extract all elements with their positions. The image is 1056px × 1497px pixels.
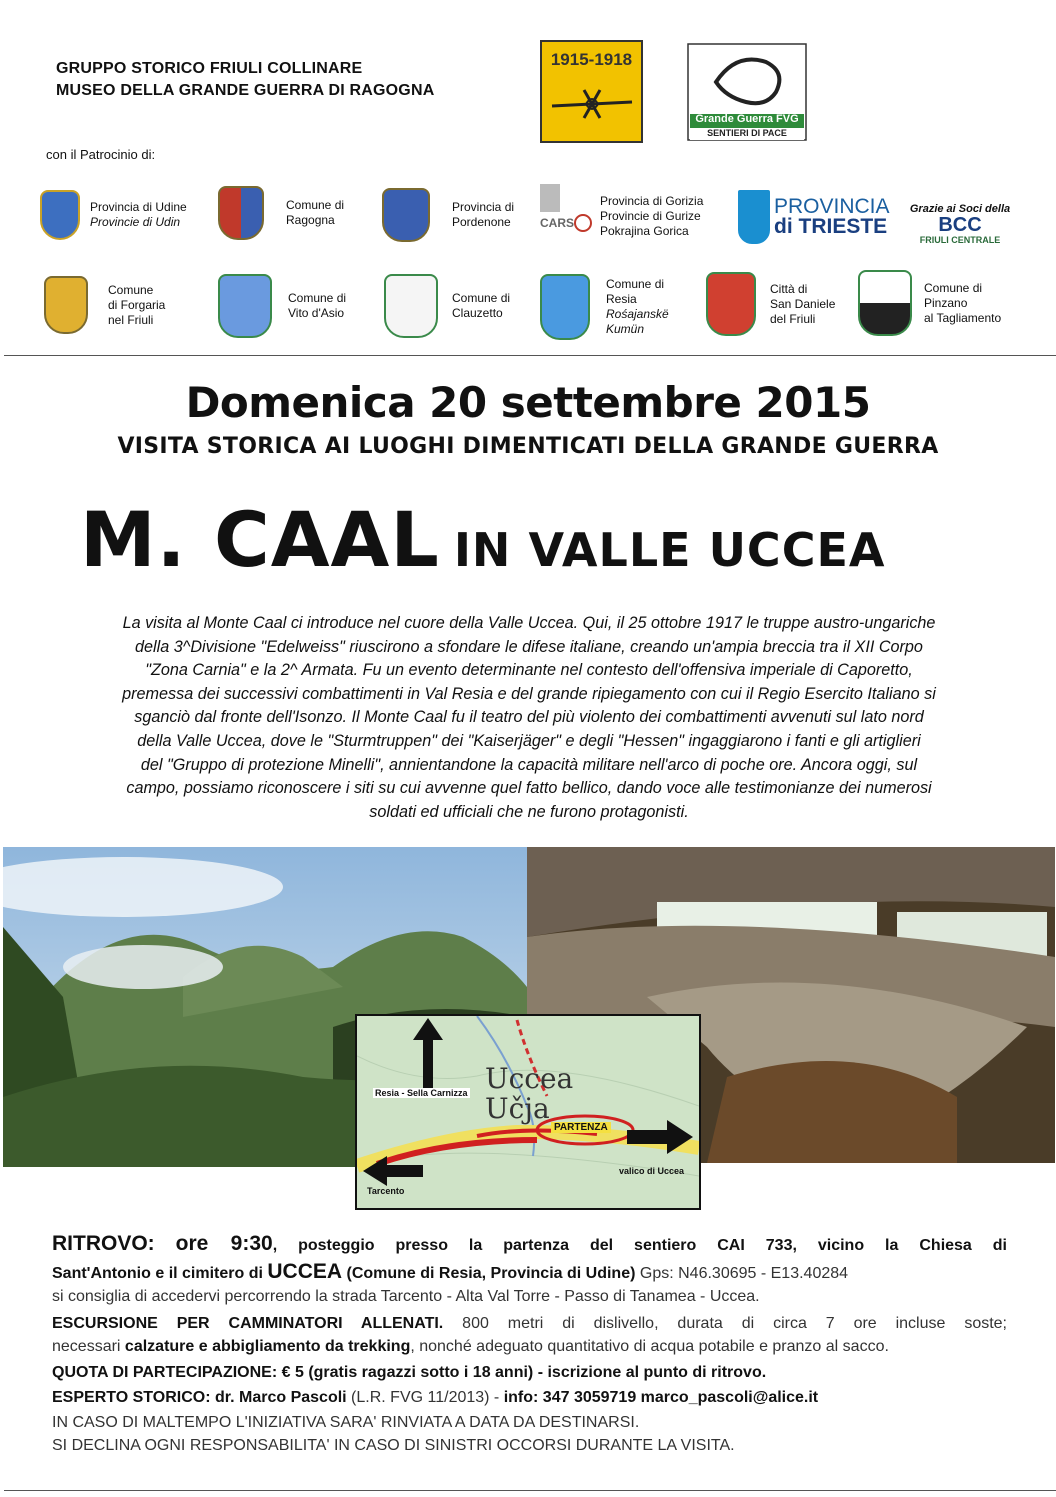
gorizia-cars-logo-icon: CARS — [540, 184, 590, 248]
ritrovo-text: (Comune di Resia, Provincia di Udine) — [342, 1265, 636, 1282]
ritrovo-place: UCCEA — [267, 1260, 343, 1283]
sponsor-label: Provincie di Gurize — [600, 208, 701, 223]
sponsor-label: Comune di — [286, 198, 345, 212]
event-date: Domenica 20 settembre 2015 — [185, 378, 871, 427]
sponsor-label: Provincia di Gorizia — [600, 193, 704, 208]
sponsor-label: Provincia di Udine — [90, 200, 187, 214]
sponsor-label: Provincia di — [452, 200, 515, 214]
trieste-crest-icon — [738, 190, 770, 244]
museum-name: MUSEO DELLA GRANDE GUERRA DI RAGOGNA — [56, 82, 435, 99]
sponsor-label: Pinzano — [924, 295, 968, 310]
organizer-name: GRUPPO STORICO FRIULI COLLINARE — [56, 60, 363, 77]
map-label-resia: Resia - Sella Carnizza — [375, 1088, 468, 1098]
arrow-right-icon — [627, 1120, 693, 1154]
sponsor-label: Pordenone — [452, 215, 511, 229]
san-daniele-crest-icon — [706, 272, 756, 336]
sponsor-comune-clauzetto — [384, 274, 510, 338]
event-title — [80, 495, 885, 584]
event-subtitle: VISITA STORICA AI LUOGHI DIMENTICATI DELLA GRANDE GUERRA — [117, 434, 939, 459]
intro-line: del "Gruppo di protezione Minelli", annientandone la capacità militare nell'arco di poche ore. Ancora oggi, sul — [140, 755, 918, 774]
vito-dasio-crest-icon — [218, 274, 272, 338]
udine-crest-icon — [40, 190, 80, 240]
logo-grande-guerra-fvg — [686, 42, 808, 144]
excursion-text: 800 metri di dislivello, durata di circa 7 ore incluse soste; — [443, 1315, 1008, 1332]
sponsor-label: Clauzetto — [452, 306, 503, 320]
sponsor-label: di Forgaria — [108, 297, 166, 312]
pinzano-crest-icon — [858, 270, 912, 336]
ritrovo-label: RITROVO: — [52, 1232, 155, 1255]
intro-line: "Zona Carnia" e la 2^ Armata. Fu un evento determinante nel contesto dell'offensiva imperiale di Caporetto, — [145, 661, 913, 680]
access-directions: si consiglia di accedervi percorrendo la strada Tarcento - Alta Val Torre - Passo di Tanamea - Uccea. — [52, 1288, 760, 1305]
sponsor-label: del Friuli — [770, 311, 816, 326]
intro-line: della 3^Divisione "Edelweiss" riuscirono a sfondare le difese italiane, creando un'ampia breccia tra il XII Corpo — [135, 637, 923, 656]
trieste-logo-text: PROVINCIA — [774, 195, 890, 218]
weather-notice: IN CASO DI MALTEMPO L'INIZIATIVA SARA' RINVIATA A DATA DA DESTINARSI. — [52, 1414, 640, 1431]
barbed-wire-icon — [542, 42, 641, 141]
map-place-uccea: Uccea — [485, 1062, 574, 1095]
forgaria-crest-icon — [44, 276, 88, 334]
sponsor-provincia-pordenone — [382, 188, 514, 242]
sponsor-citta-san-daniele — [706, 272, 835, 336]
map-label-partenza: PARTENZA — [551, 1122, 611, 1133]
fee-label: QUOTA DI PARTECIPAZIONE — [52, 1364, 272, 1381]
sponsor-label: al Tagliamento — [924, 310, 1002, 325]
organizer-block — [56, 58, 434, 102]
sponsor-comune-ragogna — [218, 186, 344, 240]
map-label-valico: valico di Uccea — [619, 1166, 685, 1176]
header-divider — [4, 355, 1056, 356]
arrow-up-icon — [413, 1018, 443, 1088]
fee-text: : € 5 (gratis ragazzi sotto i 18 anni) - iscrizione al punto di ritrovo. — [271, 1364, 767, 1381]
intro-line: sganciò dal fronte dell'Isonzo. Il Monte Caal fu il teatro del più violento dei combattimenti avvenuti sul lato nord — [134, 708, 924, 727]
clauzetto-crest-icon — [384, 274, 438, 338]
sponsor-label: Pokrajina Gorica — [600, 223, 689, 238]
sponsor-thanks: Grazie ai Soci della — [909, 203, 1011, 215]
intro-line: della Valle Uccea, dove le "Sturmtruppen" dei "Kaiserjäger" e degli "Hessen" ingaggiarono i fanti e gli artiglieri — [137, 731, 921, 750]
event-title-rest: IN VALLE UCCEA — [453, 523, 886, 577]
bcc-logo-text: BCC — [938, 214, 982, 236]
sponsor-label: Comune di — [924, 280, 983, 295]
sponsor-label: Città di — [770, 281, 808, 296]
ritrovo-text: , posteggio presso la partenza del sentiero CAI 733, vicino la Chiesa di — [272, 1237, 1008, 1254]
sponsor-bcc — [902, 203, 1018, 245]
sponsor-label: Comune di — [288, 291, 347, 305]
logo-1915-1918 — [540, 40, 643, 143]
excursion-text: necessari — [52, 1338, 125, 1355]
sponsor-label-resian: Rośajanskë — [606, 307, 669, 321]
logo-years: 1915-1918 — [550, 50, 633, 69]
sponsor-label: Comune di — [452, 291, 511, 305]
sponsor-provincia-udine — [40, 190, 187, 240]
intro-line: premessa dei successivi combattimenti in Val Resia e del grande ripiegamento con cui il Regio Esercito Italiano si — [122, 684, 936, 703]
intro-line: La visita al Monte Caal ci introduce nel cuore della Valle Uccea. Qui, il 25 ottobre 1917 le truppe austro-ungariche — [122, 614, 936, 632]
trieste-logo-text: di TRIESTE — [774, 215, 888, 238]
sponsor-comune-resia — [540, 274, 669, 340]
event-title-main: M. CAAL — [80, 495, 440, 584]
sponsor-label: Vito d'Asio — [288, 306, 345, 320]
resia-crest-icon — [540, 274, 590, 340]
excursion-text: , nonché adeguato quantitativo di acqua potabile e pranzo al sacco. — [410, 1338, 889, 1355]
sponsor-provincia-trieste — [738, 190, 890, 244]
map-label-tarcento: Tarcento — [367, 1186, 405, 1196]
intro-line: campo, possiamo riconoscere i siti su cui avvenne quel fatto bellico, dando voce alle testimonianze dei numerosi — [126, 779, 932, 798]
sponsor-label: Comune — [108, 282, 154, 297]
sponsor-provincia-gorizia — [540, 184, 703, 248]
map-place-ucja: Učja — [485, 1092, 550, 1125]
arrow-left-icon — [363, 1156, 423, 1186]
excursion-gear: calzature e abbigliamento da trekking — [124, 1338, 411, 1355]
sponsor-label-resian: Kumün — [606, 322, 645, 336]
logo-gg-label: Grande Guerra FVG — [695, 113, 799, 125]
event-info — [52, 1230, 1007, 1457]
expert-label: ESPERTO STORICO: dr. Marco Pascoli — [52, 1389, 347, 1406]
route-map — [355, 1014, 701, 1210]
sponsor-label: Resia — [606, 292, 637, 306]
sponsor-label: San Daniele — [770, 296, 836, 311]
ragogna-crest-icon — [218, 186, 264, 240]
logo-gg-subtitle: SENTIERI DI PACE — [707, 128, 787, 138]
sponsor-comune-pinzano — [858, 270, 1001, 336]
intro-line: soldati ed ufficiali che ne furono protagonisti. — [369, 802, 689, 821]
excursion-label: ESCURSIONE PER CAMMINATORI ALLENATI. — [52, 1315, 444, 1332]
sponsor-comune-forgaria — [44, 276, 165, 334]
sponsor-label: nel Friuli — [108, 312, 154, 327]
bcc-logo-subtitle: FRIULI CENTRALE — [919, 235, 1001, 245]
ritrovo-time: ore 9:30 — [175, 1232, 273, 1255]
ritrovo-text: Sant'Antonio e il cimitero di — [52, 1265, 268, 1282]
expert-contact: info: 347 3059719 marco_pascoli@alice.it — [503, 1389, 819, 1406]
intro-paragraph — [46, 612, 1012, 824]
footer-divider — [4, 1490, 1056, 1491]
pordenone-crest-icon — [382, 188, 430, 242]
patronage-label: con il Patrocinio di: — [46, 147, 156, 162]
gps-coordinates: Gps: N46.30695 - E13.40284 — [635, 1265, 849, 1282]
sponsor-label: Ragogna — [286, 213, 335, 227]
liability-disclaimer: SI DECLINA OGNI RESPONSABILITA' IN CASO DI SINISTRI OCCORSI DURANTE LA VISITA. — [52, 1437, 735, 1454]
expert-regulation: (L.R. FVG 11/2013) - — [346, 1389, 504, 1406]
sponsor-label: Comune di — [606, 277, 665, 291]
sponsor-label-friulian: Provincie di Udin — [90, 215, 181, 229]
sponsor-comune-vito-dasio — [218, 274, 346, 338]
